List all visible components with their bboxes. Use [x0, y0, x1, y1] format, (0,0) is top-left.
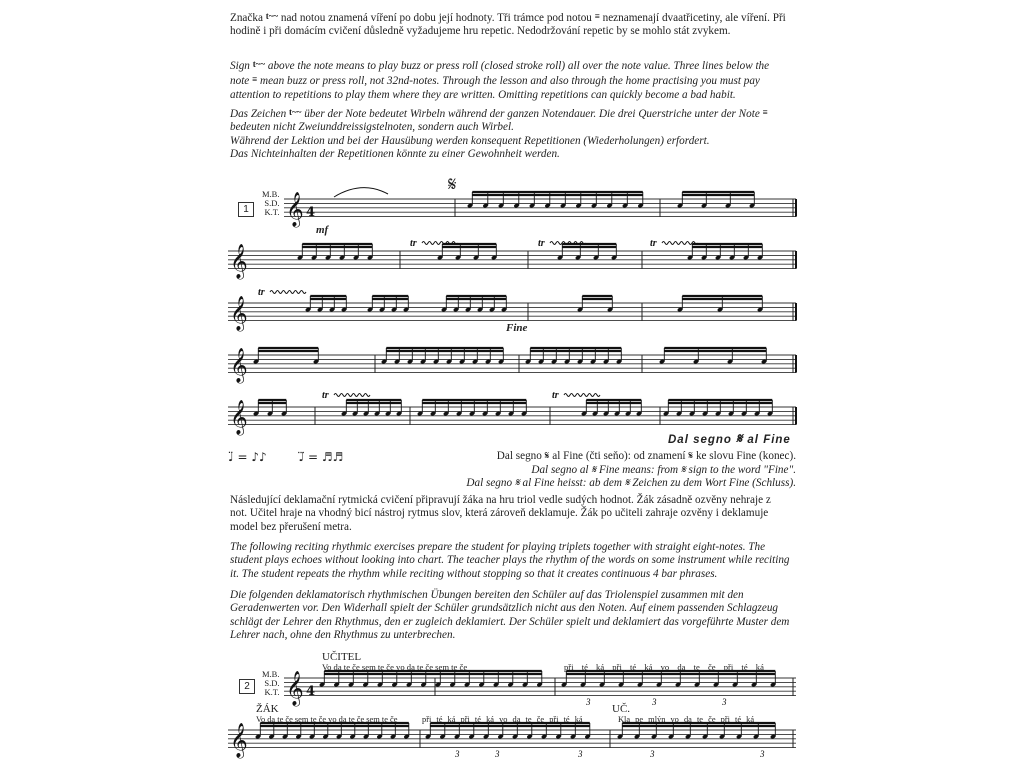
trill-mark-icon: tr — [322, 390, 329, 401]
triplet-number: 3 — [760, 749, 765, 759]
instrument-labels-1: M.B. S.D. K.T. — [262, 189, 280, 217]
triplet-number: 3 — [586, 697, 591, 707]
treble-clef-icon: 𝄞 — [286, 192, 304, 227]
instrument-labels-2: M.B. S.D. K.T. — [262, 669, 280, 697]
lyrics-row-1b: při té ká při té ká vo da te če při té ká — [564, 662, 764, 672]
lyrics-row-2c: Kla pe mlýn vo da te če při té ká — [618, 715, 755, 724]
dal-segno-al-fine-mark: Dal segno 𝄋 al Fine — [668, 430, 791, 446]
trill-mark-icon: tr — [410, 238, 417, 249]
triplet-english: The following reciting rhythmic exercises prepare the student for playing triplets together with straight eight-notes. The student plays echoes without looking into chart. The teacher plays the rhythm of the words on some instrument while reciting it. The student repeats the rhythm while reciting without stopping so that it creates continuous 4 bar phrases. — [230, 541, 790, 580]
treble-clef-icon: 𝄞 — [230, 400, 248, 435]
trill-mark-icon: tr — [552, 390, 559, 401]
triplet-number: 3 — [650, 749, 655, 759]
student-label: ŽÁK — [256, 703, 279, 715]
triplet-number: 3 — [652, 697, 657, 707]
treble-clef-icon: 𝄞 — [230, 244, 248, 279]
lyrics-row-1a: Vo da te če sem te če vo da te če sem te če — [322, 662, 468, 672]
treble-clef-icon: 𝄞 — [230, 723, 248, 758]
segno-icon: 𝄋 — [514, 477, 520, 489]
time-signature-icon: 4 — [306, 684, 316, 699]
dal-segno-legend-german: Dal segno 𝄋 al Fine heisst: ab dem 𝄋 Zeichen zu dem Wort Fine (Schluss). — [466, 477, 796, 489]
fine-mark: Fine — [506, 322, 528, 334]
intro-english: Sign t~~ above the note means to play buzz or press roll (closed stroke roll) all over the note value. Three lines below the note ≡ mean buzz or press roll, not 32nd-notes. Through the lesson and also through the home practising you must pay attention to repetitions to play them where they are written. Omitting repetitions can quickly become a bad habit. — [230, 59, 770, 101]
segno-icon: 𝄋 — [544, 450, 550, 462]
treble-clef-icon: 𝄞 — [286, 671, 304, 706]
triplet-number: 3 — [722, 697, 727, 707]
press-roll-symbol-icon: ≡ — [252, 74, 258, 85]
exercise-number-1: 1 — [238, 202, 254, 217]
intro-czech: Značka t~~ nad notou znamená víření po dobu její hodnoty. Tři trámce pod notou ≡ neznamenají dvaatřicetiny, ale víření. Při hodině i při domácím cvičení důsledně vyžadujeme hru repetic. Nedodržování repetic by se mohlo stát zvykem. — [230, 11, 786, 38]
segno-icon: 𝄋 — [624, 477, 630, 489]
roll-quarter-note-icon: ♩⃛ = ♬♬ — [298, 450, 344, 464]
dynamic-mark: mf — [316, 224, 329, 236]
trill-mark-icon: tr — [650, 238, 657, 249]
tremolo-symbol-icon: t~~ — [265, 11, 279, 21]
treble-clef-icon: 𝄞 — [230, 296, 248, 331]
segno-icon: 𝄋 — [448, 172, 457, 196]
lyrics-row-2b: při té ká při té ká vo da te če při té ká — [422, 715, 583, 724]
trill-mark-icon: tr — [258, 287, 265, 298]
triplet-number: 3 — [455, 749, 460, 759]
segno-icon: 𝄋 — [688, 450, 694, 462]
segno-icon: 𝄋 — [680, 463, 686, 476]
dal-segno-legend-czech: Dal segno 𝄋 al Fine (čti seňo): od znamení 𝄋 ke slovu Fine (konec). — [496, 450, 796, 462]
segno-icon: 𝄋 — [591, 463, 597, 476]
teacher-short-label: UČ. — [612, 703, 631, 715]
triplet-german: Die folgenden deklamatorisch rhythmischen Übungen bereiten den Schüler auf das Triolenspiel zusammen mit den Geradenwerten vor. Den Widerhall spielt der Schüler grundsätzlich nicht aus den Noten. Auf einem passenden Schlagzeug schlägt der Lehrer den Rhythmus, den er zugleich deklamiert. Der Schüler spielt und deklamiert das vorgeführte Muster dem Lehrer nach, ohne den Rhythmus zu unterbrechen. — [230, 589, 790, 642]
press-roll-symbol-icon: ≡ — [762, 107, 768, 117]
triplet-number: 3 — [495, 749, 500, 759]
triplet-czech: Následující deklamační rytmická cvičení připravují žáka na hru triol vedle sudých hodnot. Žák zásadně ozvěny nehraje z not. Učitel hraje na vhodný bicí nástroj rytmus slov, která zároveň deklamuje. Žák po učiteli zahraje ozvěny i deklamuje model bez přerušení metra. — [230, 494, 771, 533]
roll-half-note-icon: ♩̈ = ♪♪ — [228, 450, 267, 464]
lyrics-row-2a: Vo da te če sem te če vo da te če sem te če — [256, 715, 398, 724]
triplet-number: 3 — [578, 749, 583, 759]
trill-mark-icon: tr — [538, 238, 545, 249]
segno-icon: 𝄋 — [736, 430, 744, 446]
intro-german: Das Zeichen t~~ über der Note bedeutet Wirbeln während der ganzen Notendauer. Die drei Querstriche unter der Note ≡ bedeuten nicht Zweiunddreissigstelnoten, sondern auch Wirbel. Während der Lektion und bei der Hausübung werden konsequent Repetitionen (Wiederholungen) erfordert. Das Nichteinhalten der Repetitionen könnte zu einer Gewohnheit werden. — [230, 107, 768, 161]
teacher-label: UČITEL — [322, 651, 362, 663]
tremolo-symbol-icon: t~~ — [289, 107, 302, 117]
tremolo-symbol-icon: t~~ — [252, 59, 266, 69]
dal-segno-legend-english: Dal segno al 𝄋 Fine means: from 𝄋 sign to the word "Fine". — [531, 463, 796, 476]
time-signature-icon: 4 — [306, 205, 316, 220]
exercise-number-2: 2 — [239, 679, 255, 694]
treble-clef-icon: 𝄞 — [230, 348, 248, 383]
press-roll-symbol-icon: ≡ — [594, 11, 600, 21]
